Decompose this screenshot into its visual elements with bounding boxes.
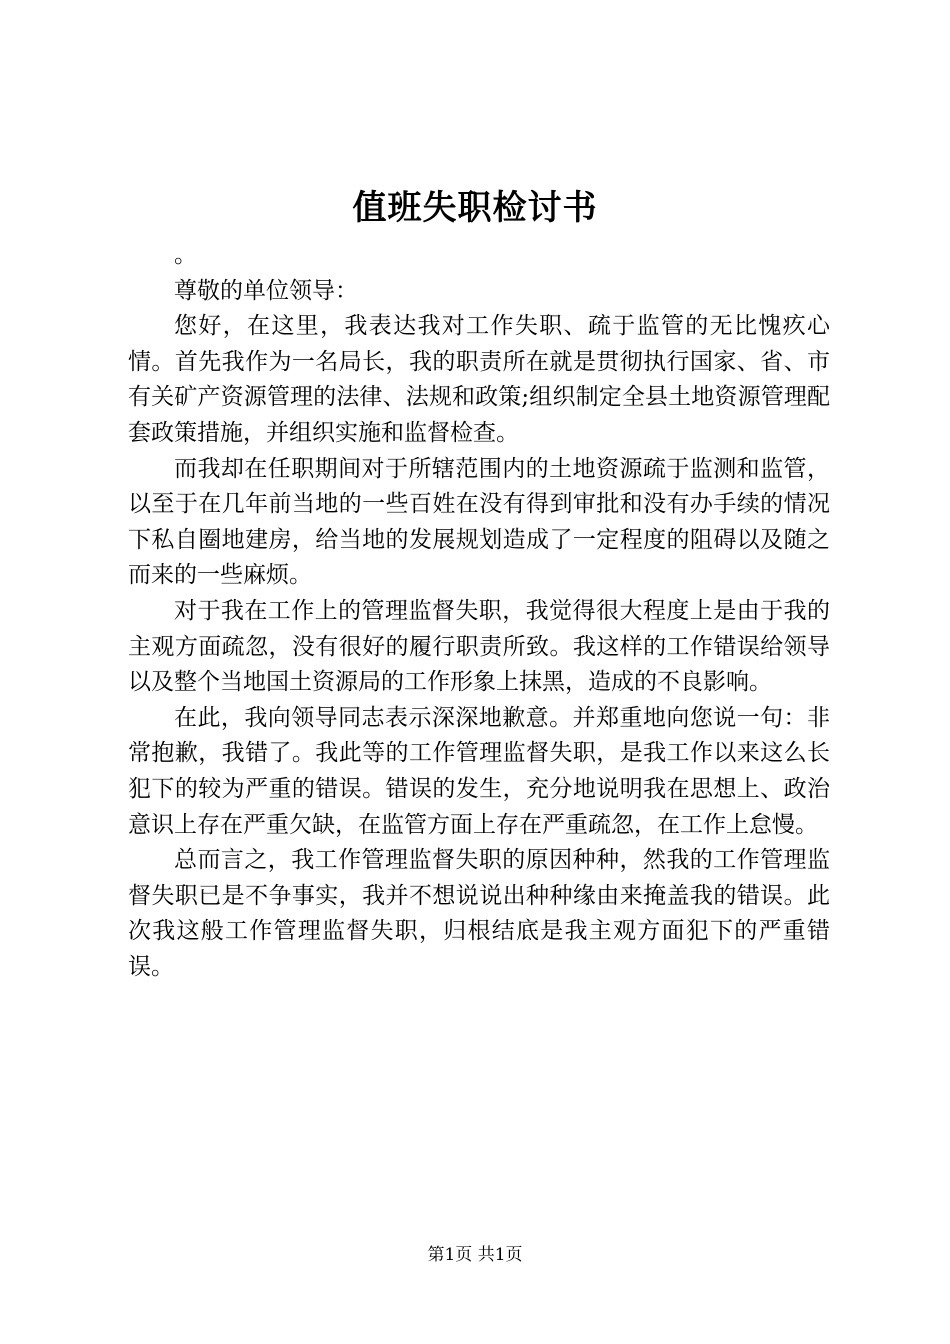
paragraph-marker: 。 [174, 242, 197, 268]
document-body [128, 238, 830, 985]
paragraph: 而我却在任职期间对于所辖范围内的土地资源疏于监测和监管，以至于在几年前当地的一些百姓在没有得到审批和没有办手续的情况下私自圈地建房，给当地的发展规划造成了一定程度的阻碍以及随之而来的一些麻烦。 [128, 455, 830, 589]
page-number-footer: 第1页 共1页 [427, 1245, 523, 1265]
paragraph: 在此，我向领导同志表示深深地歉意。并郑重地向您说一句：非常抱歉，我错了。我此等的工作管理监督失职，是我工作以来这么长犯下的较为严重的错误。错误的发生，充分地说明我在思想上、政治意识上存在严重欠缺，在监管方面上存在严重疏忽，在工作上怠慢。 [128, 704, 830, 838]
paragraph: 您好，在这里，我表达我对工作失职、疏于监管的无比愧疚心情。首先我作为一名局长，我的职责所在就是贯彻执行国家、省、市有关矿产资源管理的法律、法规和政策;组织制定全县土地资源管理配套政策措施，并组织实施和监督检查。 [128, 313, 830, 446]
document-title: 值班失职检讨书 [352, 188, 598, 228]
paragraph: 对于我在工作上的管理监督失职，我觉得很大程度上是由于我的主观方面疏忽，没有很好的履行职责所致。我这样的工作错误给领导以及整个当地国土资源局的工作形象上抹黑，造成的不良影响。 [128, 597, 830, 696]
salutation: 尊敬的单位领导： [174, 277, 358, 304]
paragraph: 总而言之，我工作管理监督失职的原因种种，然我的工作管理监督失职已是不争事实，我并不想说说出种种缘由来掩盖我的错误。此次我这般工作管理监督失职，归根结底是我主观方面犯下的严重错误。 [128, 847, 830, 980]
